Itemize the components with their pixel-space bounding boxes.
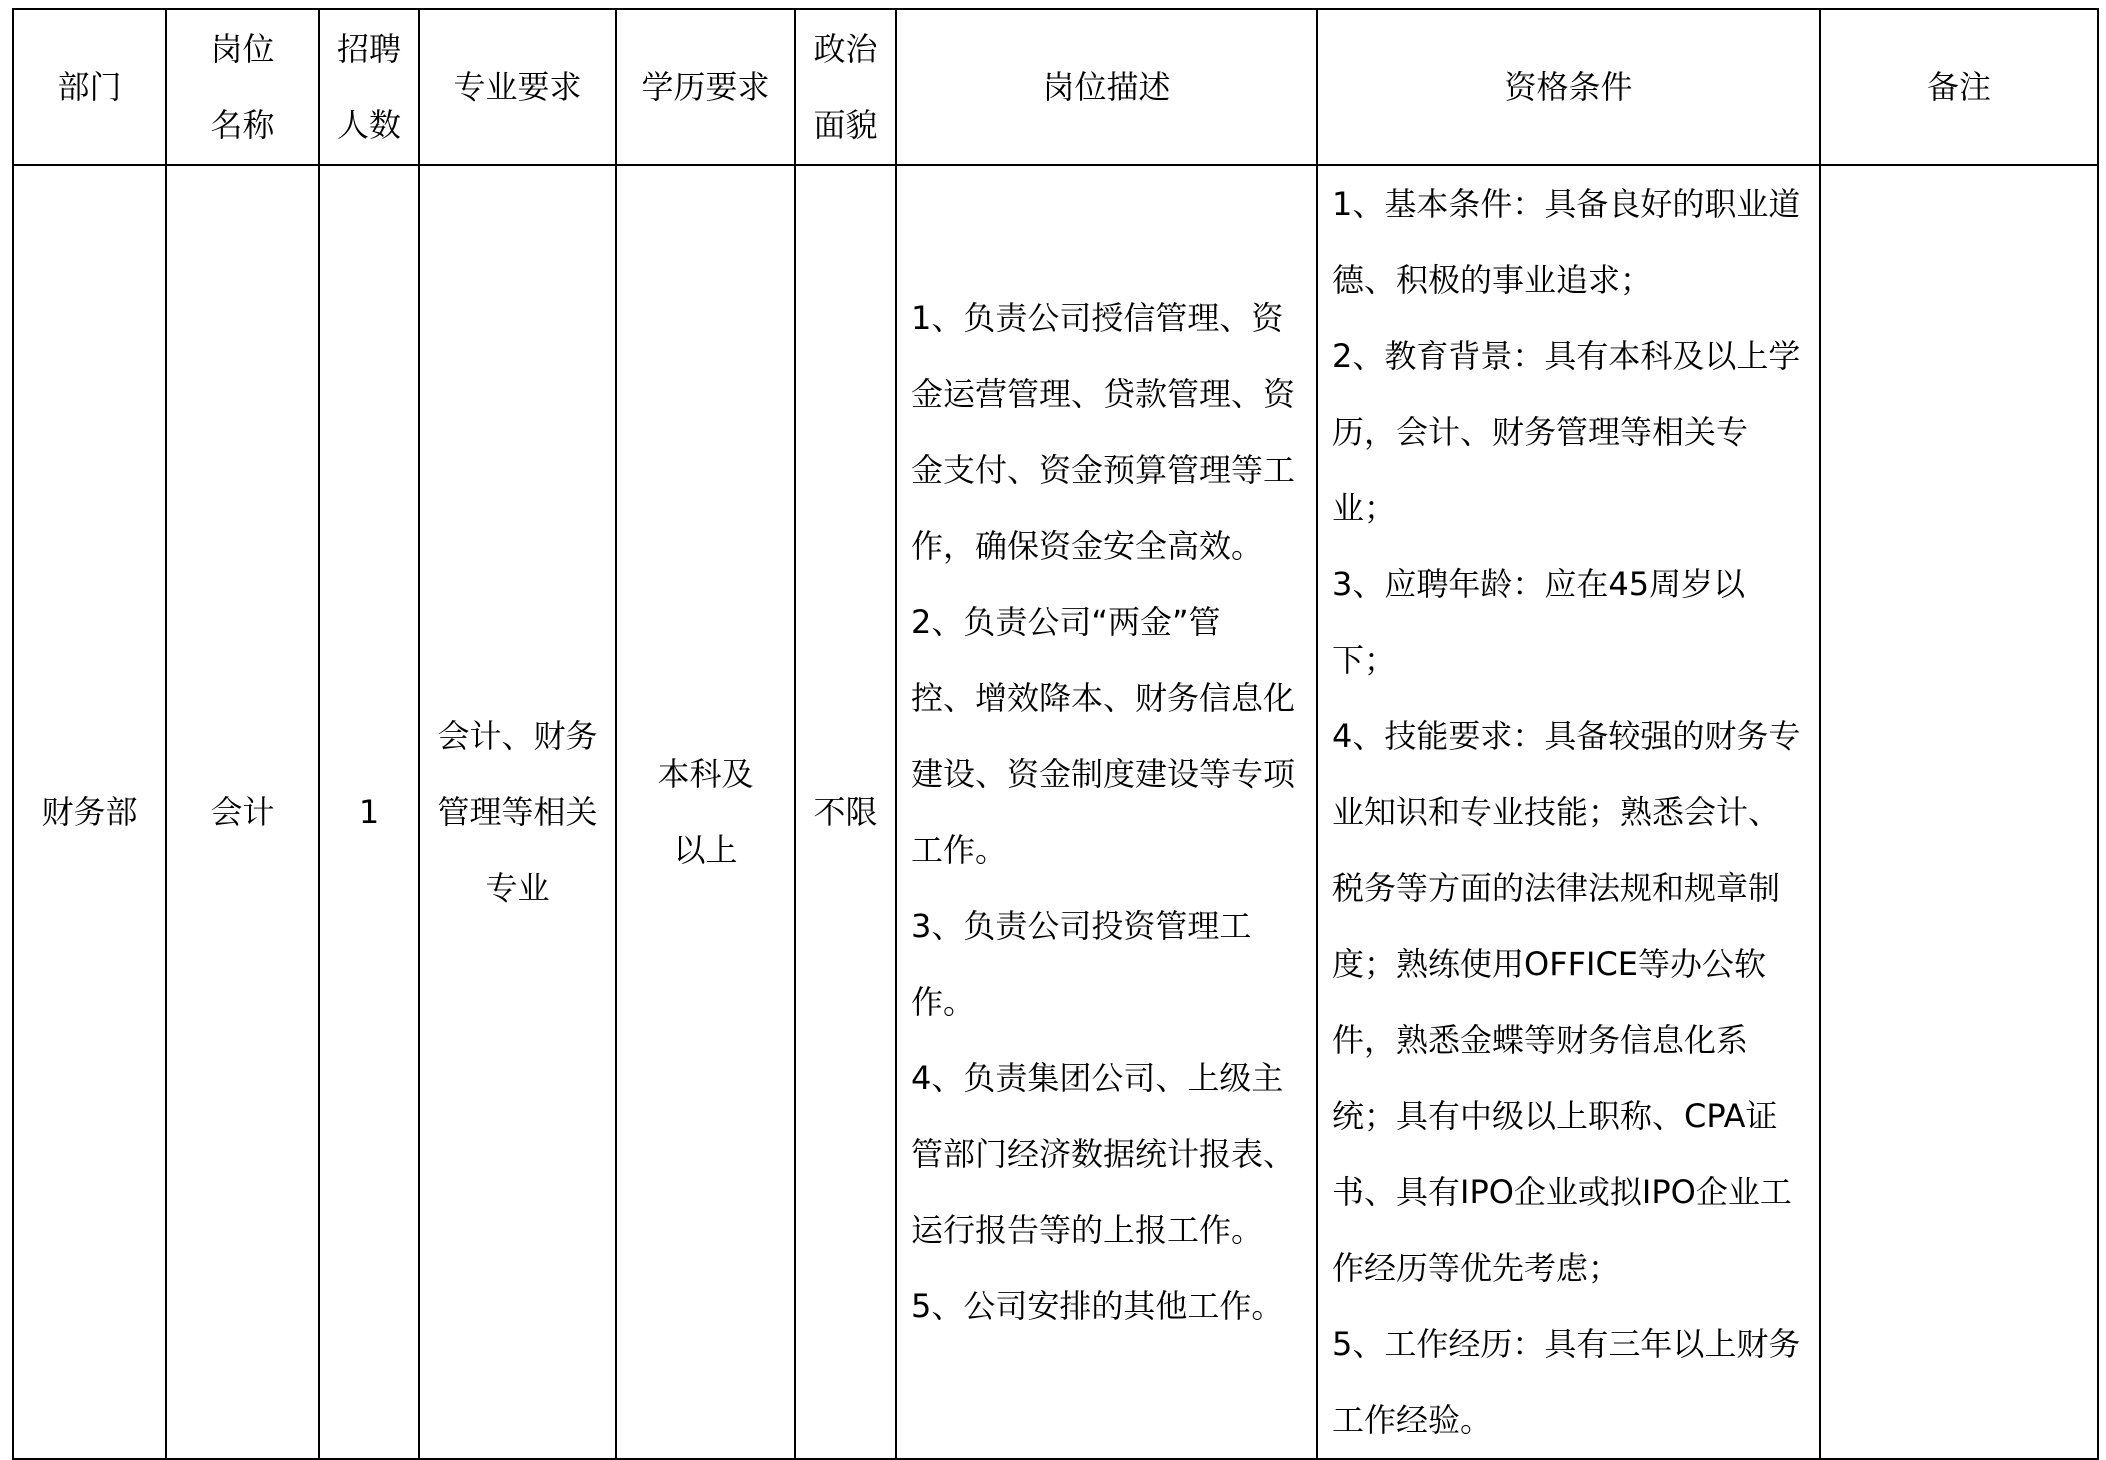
qualification-line: 德、积极的事业追求；	[1332, 261, 1653, 299]
cell-qualification	[1317, 165, 1820, 1459]
description-line: 1、负责公司授信管理、资	[911, 299, 1284, 337]
cell-education	[616, 165, 795, 1459]
description-line: 金运营管理、贷款管理、资	[911, 375, 1296, 413]
header-remarks: 备注	[1820, 9, 2098, 165]
qualification-line: 5、工作经历：具有三年以上财务	[1332, 1325, 1801, 1363]
description-line: 2、负责公司“两金”管	[911, 603, 1221, 641]
cell-education-line: 本科及	[657, 755, 754, 793]
header-qualification: 资格条件	[1317, 9, 1820, 165]
qualification-line: 税务等方面的法律法规和规章制	[1332, 869, 1781, 907]
description-line: 运行报告等的上报工作。	[911, 1211, 1264, 1249]
header-count-line2: 人数	[336, 106, 401, 144]
qualification-line: 3、应聘年龄：应在45周岁以下；	[1332, 565, 1746, 679]
description-line: 建设、资金制度建设等专项	[911, 755, 1296, 793]
qualification-line: 4、技能要求：具备较强的财务专	[1332, 717, 1801, 755]
qualification-line: 工作经验。	[1332, 1401, 1493, 1439]
table-row	[13, 165, 2098, 1459]
qualification-line: 度；熟练使用OFFICE等办公软	[1332, 945, 1767, 983]
cell-description	[896, 165, 1317, 1459]
description-line: 作。	[911, 983, 976, 1021]
qualification-line: 2、教育背景：具有本科及以上学	[1332, 337, 1801, 375]
description-line: 4、负责集团公司、上级主	[911, 1059, 1284, 1097]
recruitment-sheet	[12, 8, 2097, 1460]
header-political-line2: 面貌	[813, 106, 878, 144]
description-line: 控、增效降本、财务信息化	[911, 679, 1296, 717]
header-count	[319, 9, 419, 165]
cell-political: 不限	[795, 165, 896, 1459]
header-description: 岗位描述	[896, 9, 1317, 165]
qualification-line: 书、具有IPO企业或拟IPO企业工	[1332, 1173, 1792, 1211]
header-major: 专业要求	[419, 9, 616, 165]
header-political	[795, 9, 896, 165]
qualification-line: 业知识和专业技能；熟悉会计、	[1332, 793, 1781, 831]
cell-major	[419, 165, 616, 1459]
qualification-line: 作经历等优先考虑；	[1332, 1249, 1621, 1287]
qualification-line: 统；具有中级以上职称、CPA证	[1332, 1097, 1778, 1135]
header-position-line1: 岗位	[210, 30, 275, 68]
description-line: 5、公司安排的其他工作。	[911, 1287, 1284, 1325]
qualification-line: 历，会计、财务管理等相关专	[1332, 413, 1749, 451]
header-department: 部门	[13, 9, 166, 165]
cell-major-line: 专业	[485, 869, 550, 907]
description-line: 金支付、资金预算管理等工	[911, 451, 1296, 489]
header-education: 学历要求	[616, 9, 795, 165]
cell-remarks	[1820, 165, 2098, 1459]
description-line: 工作。	[911, 831, 1008, 869]
description-line: 作，确保资金安全高效。	[911, 527, 1264, 565]
description-line: 管部门经济数据统计报表、	[911, 1135, 1296, 1173]
cell-count: 1	[319, 165, 419, 1459]
cell-education-line: 以上	[673, 831, 738, 869]
header-count-line1: 招聘	[336, 30, 401, 68]
cell-position: 会计	[166, 165, 319, 1459]
description-line: 3、负责公司投资管理工	[911, 907, 1252, 945]
cell-department: 财务部	[13, 165, 166, 1459]
header-position-line2: 名称	[210, 106, 275, 144]
qualification-line: 1、基本条件：具备良好的职业道	[1332, 185, 1801, 223]
recruitment-table	[12, 8, 2099, 1460]
cell-major-line: 管理等相关	[437, 793, 598, 831]
qualification-line: 业；	[1332, 489, 1397, 527]
header-position	[166, 9, 319, 165]
cell-major-line: 会计、财务	[437, 717, 598, 755]
header-row	[13, 9, 2098, 165]
qualification-line: 件，熟悉金蝶等财务信息化系	[1332, 1021, 1749, 1059]
header-political-line1: 政治	[813, 30, 878, 68]
